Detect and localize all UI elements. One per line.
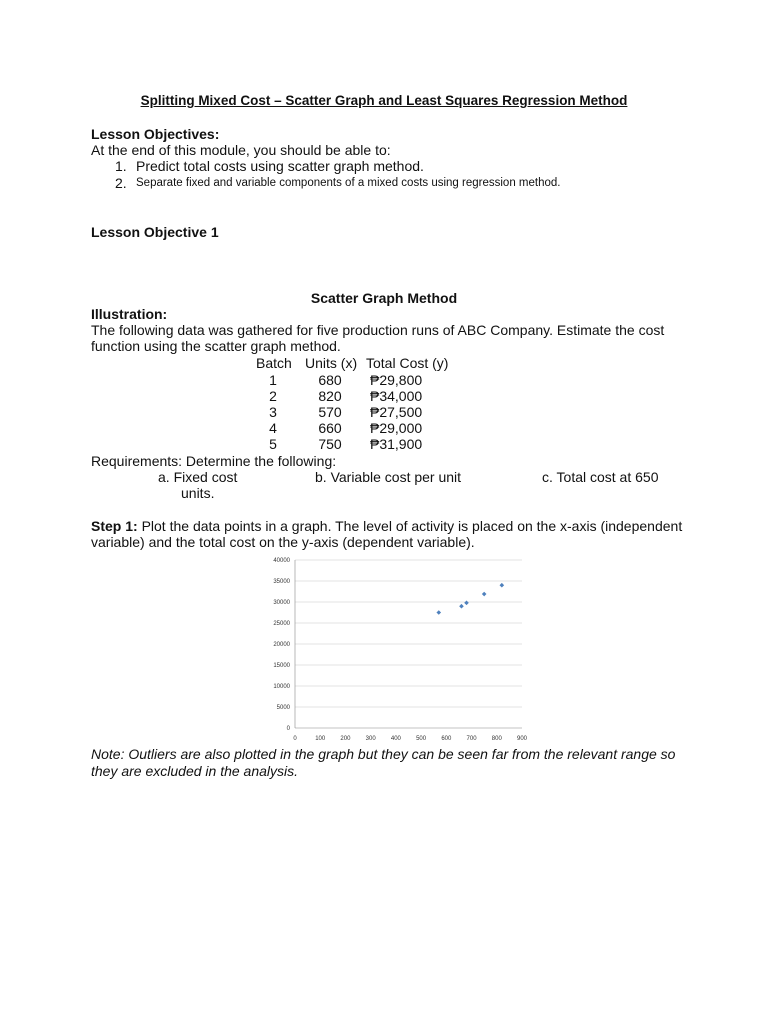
note-line-1: Note: Outliers are also plotted in the graph but they can be seen far from the relevant range so (91, 746, 676, 762)
x-tick-label: 300 (365, 736, 376, 742)
data-point (436, 610, 441, 615)
x-tick-label: 0 (293, 736, 297, 742)
x-axis-tick-labels (293, 736, 527, 742)
objective-number-2: 2. (115, 175, 127, 191)
step-1-label: Step 1: (91, 518, 138, 534)
objective-item-2: Separate fixed and variable components of a mixed costs using regression method. (136, 177, 561, 189)
table-header-batch: Batch (256, 355, 292, 371)
x-tick-label: 100 (315, 736, 326, 742)
step-1-description: Plot the data points in a graph. The level of activity is placed on the x-axis (independent (137, 518, 683, 534)
section-title: Scatter Graph Method (310, 290, 458, 306)
lesson-objective-1-heading: Lesson Objective 1 (91, 224, 219, 240)
table-header-total-cost: Total Cost (y) (366, 355, 449, 371)
table-cell-batch: 3 (269, 404, 277, 420)
objectives-heading: Lesson Objectives: (91, 126, 220, 142)
y-tick-label: 20000 (273, 642, 290, 648)
y-tick-label: 40000 (273, 558, 290, 564)
step-1-text (91, 518, 682, 534)
data-point (459, 604, 464, 609)
step-1-text-line-2: variable) and the total cost on the y-axis (dependent variable). (91, 534, 475, 550)
y-tick-label: 25000 (273, 621, 290, 627)
x-tick-label: 700 (466, 736, 477, 742)
table-cell-total-cost: ₱29,000 (370, 420, 423, 436)
data-point (464, 601, 469, 606)
requirement-a-continuation: units. (181, 485, 215, 501)
table-cell-batch: 1 (269, 372, 277, 388)
y-tick-label: 10000 (273, 684, 290, 690)
requirement-c: c. Total cost at 650 (542, 469, 659, 485)
table-cell-units: 680 (318, 372, 342, 388)
x-tick-label: 800 (491, 736, 502, 742)
data-point (500, 583, 505, 588)
table-cell-total-cost: ₱31,900 (370, 436, 423, 452)
table-header-units: Units (x) (305, 355, 358, 371)
table-cell-batch: 4 (269, 420, 277, 436)
x-tick-label: 900 (516, 736, 528, 742)
note-line-2: they are excluded in the analysis. (91, 763, 299, 779)
scatter-chart (250, 553, 540, 748)
objectives-intro: At the end of this module, you should be able to: (91, 142, 391, 158)
x-tick-label: 600 (441, 736, 452, 742)
table-cell-units: 750 (318, 436, 342, 452)
requirement-b: b. Variable cost per unit (315, 469, 462, 485)
table-cell-total-cost: ₱27,500 (370, 404, 423, 420)
requirement-a: a. Fixed cost (158, 469, 238, 485)
table-cell-units: 660 (318, 420, 342, 436)
x-tick-label: 500 (416, 736, 427, 742)
y-tick-label: 15000 (273, 663, 290, 669)
illustration-text-line-1: The following data was gathered for five production runs of ABC Company. Estimate the cost (91, 322, 665, 338)
table-cell-total-cost: ₱34,000 (370, 388, 423, 404)
y-tick-label: 0 (286, 726, 290, 732)
y-tick-label: 5000 (276, 705, 290, 711)
table-cell-units: 820 (318, 388, 342, 404)
x-tick-label: 200 (340, 736, 351, 742)
table-cell-batch: 2 (269, 388, 277, 404)
chart-gridlines (295, 560, 522, 728)
y-tick-label: 35000 (273, 579, 290, 585)
illustration-text-line-2: function using the scatter graph method. (91, 338, 341, 354)
y-axis-tick-labels (273, 558, 290, 732)
data-point (482, 592, 487, 597)
objective-number-1: 1. (115, 158, 127, 174)
illustration-heading: Illustration: (91, 306, 168, 322)
requirements-intro: Requirements: Determine the following: (91, 453, 337, 469)
table-cell-batch: 5 (269, 436, 277, 452)
table-cell-units: 570 (318, 404, 342, 420)
chart-data-points (436, 583, 504, 615)
table-cell-total-cost: ₱29,800 (370, 372, 423, 388)
objective-item-1: Predict total costs using scatter graph method. (136, 158, 424, 174)
x-tick-label: 400 (390, 736, 401, 742)
y-tick-label: 30000 (273, 600, 290, 606)
page-title: Splitting Mixed Cost – Scatter Graph and Least Squares Regression Method (140, 93, 628, 108)
